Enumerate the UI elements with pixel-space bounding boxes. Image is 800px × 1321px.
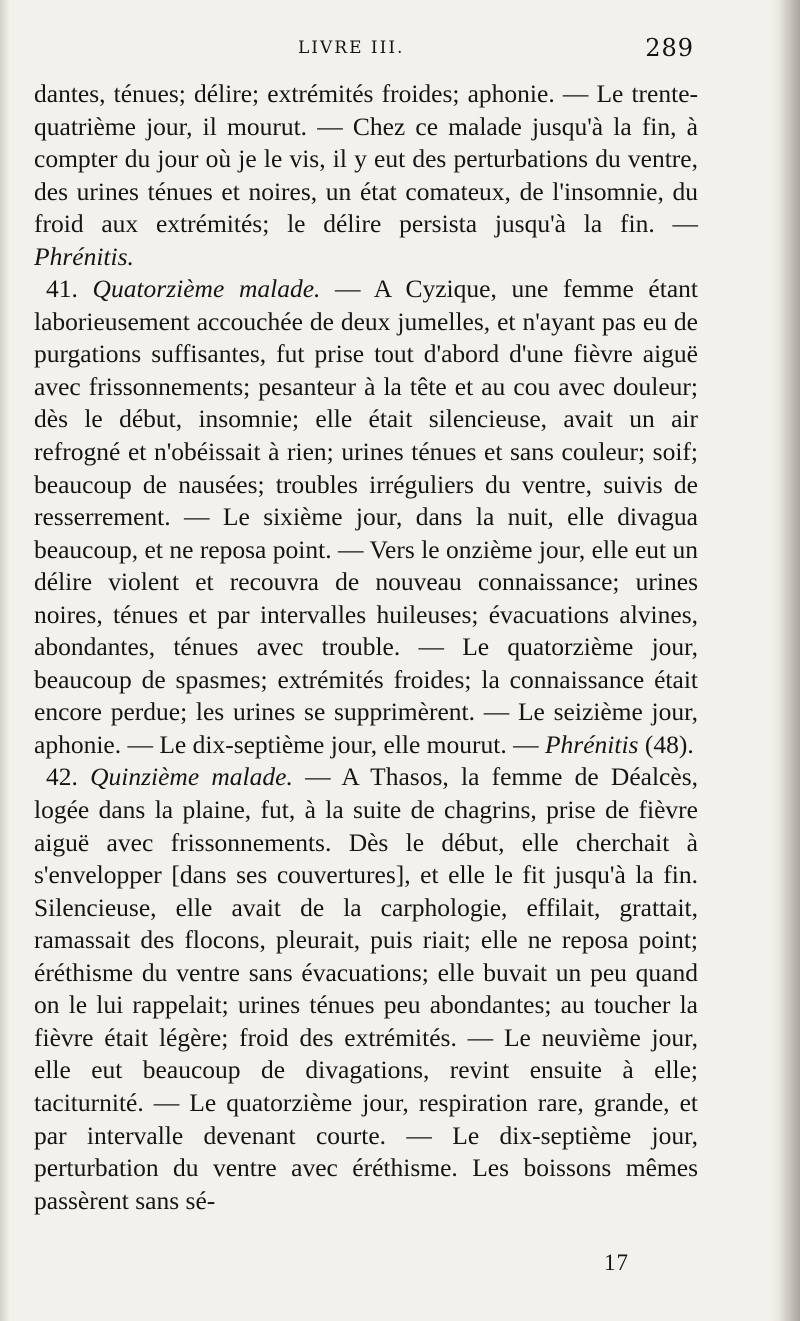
- note-reference: (48).: [638, 729, 694, 759]
- paragraph-40-continuation: [34, 78, 698, 273]
- text-segment: — A Thasos, la femme de Déalcès, logée dans la plaine, fut, à la suite de chagrins, prise de fièvre aiguë avec frissonnements. Dès le début, elle cherchait à s'envelopper [dans ses couvertures], et elle le fit jusqu'à la fin. Silencieuse, elle avait de la carphologie, effilait, grattait, ramassait des flocons, pleurait, puis riait; elle ne reposa point; éréthisme du ventre sans évacuations; elle buvait un peu quand on le lui rappelait; urines ténues peu abondantes; au toucher la fièvre était légère; froid des extrémités. — Le neuvième jour, elle eut beaucoup de divagations, revint ensuite à elle; taciturnité. — Le quatorzième jour, respiration rare, grande, et par intervalle devenant courte. — Le dix-septième jour, perturbation du ventre avec éréthisme. Les boissons mêmes passèrent sans sé-: [34, 762, 698, 1215]
- case-heading: Quinzième malade.: [90, 762, 293, 792]
- paragraph-41: [34, 273, 698, 761]
- book-page: [34, 26, 714, 1296]
- signature-mark: 17: [604, 1250, 629, 1275]
- running-head: [34, 30, 694, 70]
- body-text: [34, 78, 698, 1217]
- paragraph-42: [34, 761, 698, 1217]
- text-segment: — A Cyzique, une femme étant laborieusement accouchée de deux jumelles, et n'ayant pas eu de purgations suffisantes, fut prise tout d'abord d'une fièvre aiguë avec frissonnements; pesanteur à la tête et au cou avec douleur; dès le début, insomnie; elle était silencieuse, avait un air refrogné et n'obéissait à rien; urines ténues et sans couleur; soif; beaucoup de nausées; troubles irréguliers du ventre, suivis de resserrement. — Le sixième jour, dans la nuit, elle divagua beaucoup, et ne reposa point. — Vers le onzième jour, elle eut un délire violent et recouvra de nouveau connaissance; urines noires, ténues et par intervalles huileuses; évacuations alvines, abondantes, ténues avec trouble. — Le quatorzième jour, beaucoup de spasmes; extrémités froides; la connaissance était encore perdue; les urines se supprimèrent. — Le seizième jour, aphonie. — Le dix-septième jour, elle mourut. —: [34, 274, 698, 759]
- scan-edge-right: [770, 0, 800, 1321]
- text-segment: dantes, ténues; délire; extrémités froides; aphonie. — Le trente-quatrième jour, il mourut. — Chez ce malade jusqu'à la fin, à compter du jour où je le vis, il y eut des perturbations du ventre, des urines ténues et noires, un état comateux, de l'insomnie, du froid aux extrémités; le délire persista jusqu'à la fin. —: [34, 79, 698, 239]
- case-number: 42.: [46, 762, 91, 792]
- case-heading: Quatorzième malade.: [92, 274, 321, 304]
- diagnosis-term: Phrénitis.: [34, 241, 134, 271]
- diagnosis-term: Phrénitis: [544, 729, 639, 759]
- scan-edge-left: [0, 0, 10, 1321]
- case-number: 41.: [46, 274, 93, 304]
- running-title: LIVRE III.: [298, 38, 405, 58]
- page-number: 289: [645, 34, 694, 62]
